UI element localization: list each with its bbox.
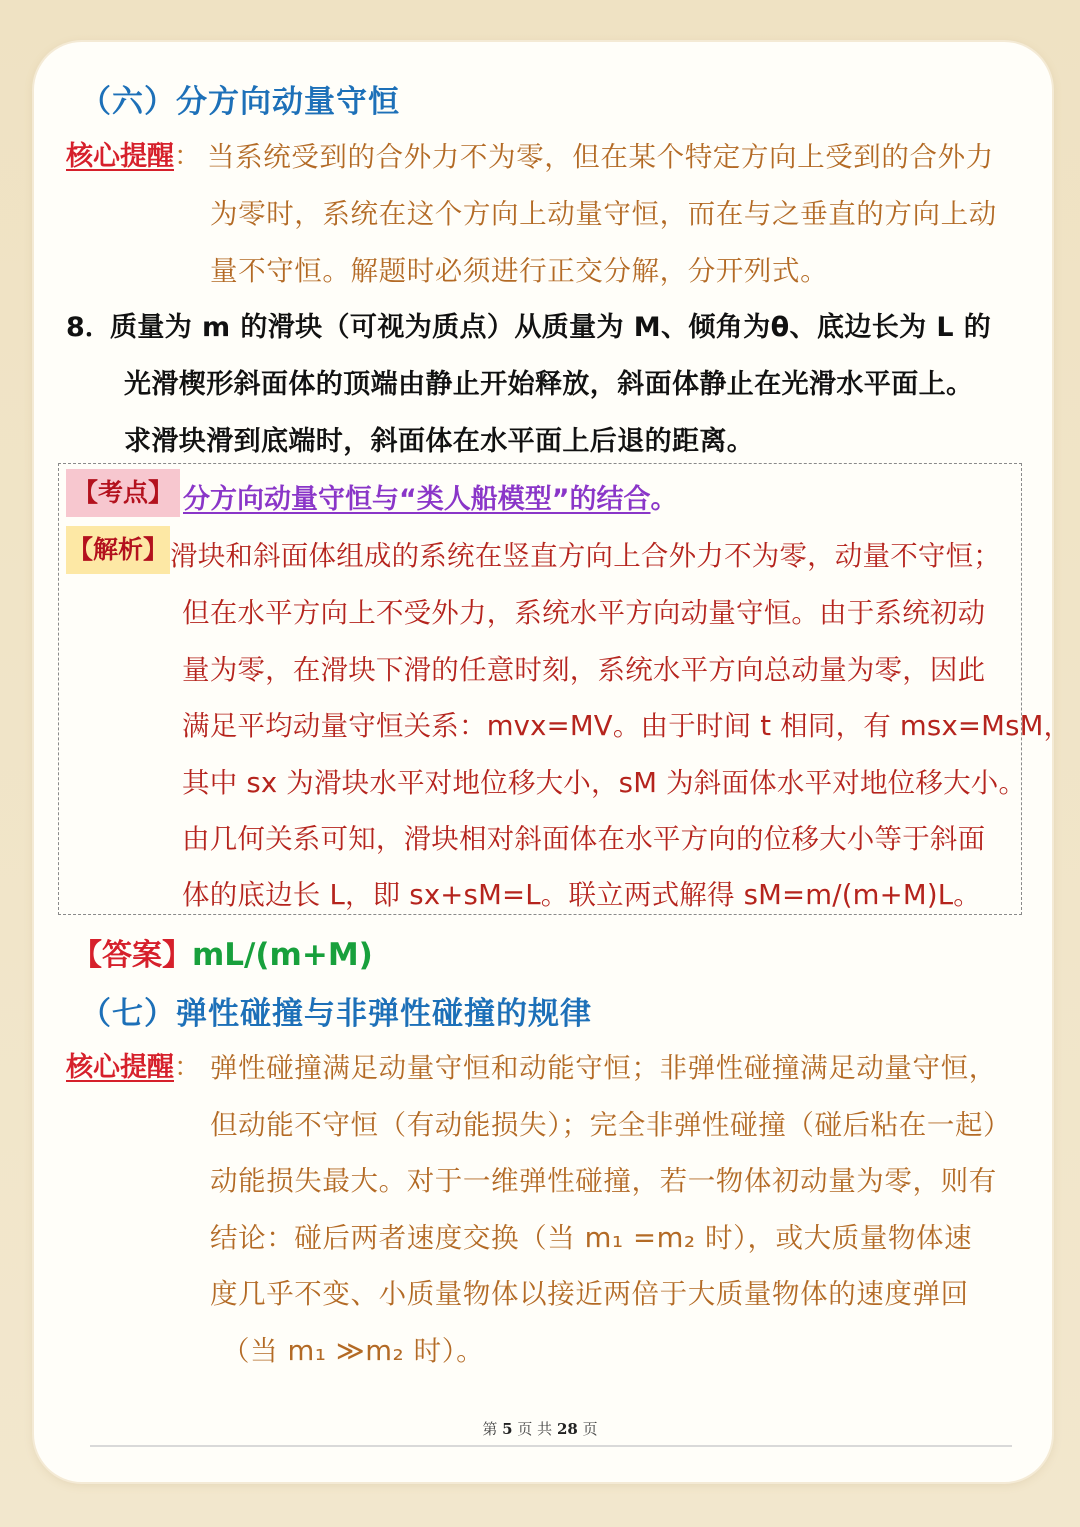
answer-label: 【答案】: [72, 938, 192, 973]
core-tip-line: 但动能不守恒（有动能损失）；完全非弹性碰撞（碰后粘在一起）: [210, 1109, 1012, 1141]
core-tip-line: 弹性碰撞满足动量守恒和动能守恒；非弹性碰撞满足动量守恒，: [210, 1052, 997, 1084]
page-total: 28: [556, 1420, 578, 1438]
core-tip-6: [66, 134, 201, 173]
page-footer: [0, 1418, 1080, 1439]
jiexi-label: 【解析】: [66, 526, 170, 574]
jiexi-line: 但在水平方向上不受外力，系统水平方向动量守恒。由于系统初动: [182, 597, 986, 629]
jiexi-line: 其中 sx 为滑块水平对地位移大小，sM 为斜面体水平对地位移大小。: [182, 767, 1027, 799]
answer-row: [72, 930, 373, 974]
jiexi-line: 由几何关系可知，滑块相对斜面体在水平方向的位移大小等于斜面: [182, 823, 986, 855]
core-tip-line: 度几乎不变、小质量物体以接近两倍于大质量物体的速度弹回: [210, 1278, 969, 1310]
jiexi-line: 量为零，在滑块下滑的任意时刻，系统水平方向总动量为零，因此: [182, 654, 986, 686]
footer-rule: [90, 1445, 1012, 1447]
footer-middle: 页 共: [517, 1420, 553, 1438]
core-tip-line: 量不守恒。解题时必须进行正交分解，分开列式。: [210, 255, 829, 287]
footer-prefix: 第: [482, 1420, 498, 1438]
kaodian-end: 。: [650, 484, 678, 515]
core-tip-7: [66, 1045, 201, 1084]
footer-suffix: 页: [582, 1420, 598, 1438]
question-line: 质量为 m 的滑块（可视为质点）从质量为 M、倾角为θ、底边长为 L 的: [110, 312, 992, 343]
core-tip-line: 动能损失最大。对于一维弹性碰撞，若一物体初动量为零，则有: [210, 1165, 997, 1197]
question-line: 求滑块滑到底端时，斜面体在水平面上后退的距离。: [124, 426, 755, 457]
core-tip-line: 当系统受到的合外力不为零，但在某个特定方向上受到的合外力: [207, 141, 994, 173]
page-number: 5: [502, 1420, 513, 1438]
kaodian-label: 【考点】: [66, 469, 180, 517]
kaodian-content: [183, 477, 678, 516]
jiexi-line: 滑块和斜面体组成的系统在竖直方向上合外力不为零，动量不守恒；: [170, 540, 1001, 572]
core-tip-label: 核心提醒: [66, 1052, 174, 1083]
core-tip-line: （当 m₁ ≫m₂ 时）。: [222, 1335, 485, 1367]
jiexi-line: 体的底边长 L，即 sx+sM=L。联立两式解得 sM=m/(m+M)L。: [182, 879, 981, 911]
kaodian-text: 分方向动量守恒与“类人船模型”的结合: [183, 484, 651, 515]
section-heading-7: （七）弹性碰撞与非弹性碰撞的规律: [80, 996, 592, 1032]
question-line: 光滑楔形斜面体的顶端由静止开始释放，斜面体静止在光滑水平面上。: [124, 369, 974, 400]
core-tip-line: 结论：碰后两者速度交换（当 m₁ =m₂ 时），或大质量物体速: [210, 1222, 973, 1254]
core-tip-label: 核心提醒: [66, 141, 174, 172]
section-heading-6: （六）分方向动量守恒: [80, 84, 400, 120]
jiexi-line: 满足平均动量守恒关系：mvx=MV。由于时间 t 相同，有 msx=MsM，: [182, 710, 1072, 742]
core-tip-colon: ：: [174, 1052, 201, 1083]
question-number: 8．: [66, 312, 112, 343]
core-tip-colon: ：: [174, 141, 201, 172]
answer-value: mL/(m+M): [192, 937, 373, 973]
core-tip-line: 为零时，系统在这个方向上动量守恒，而在与之垂直的方向上动: [210, 198, 997, 230]
